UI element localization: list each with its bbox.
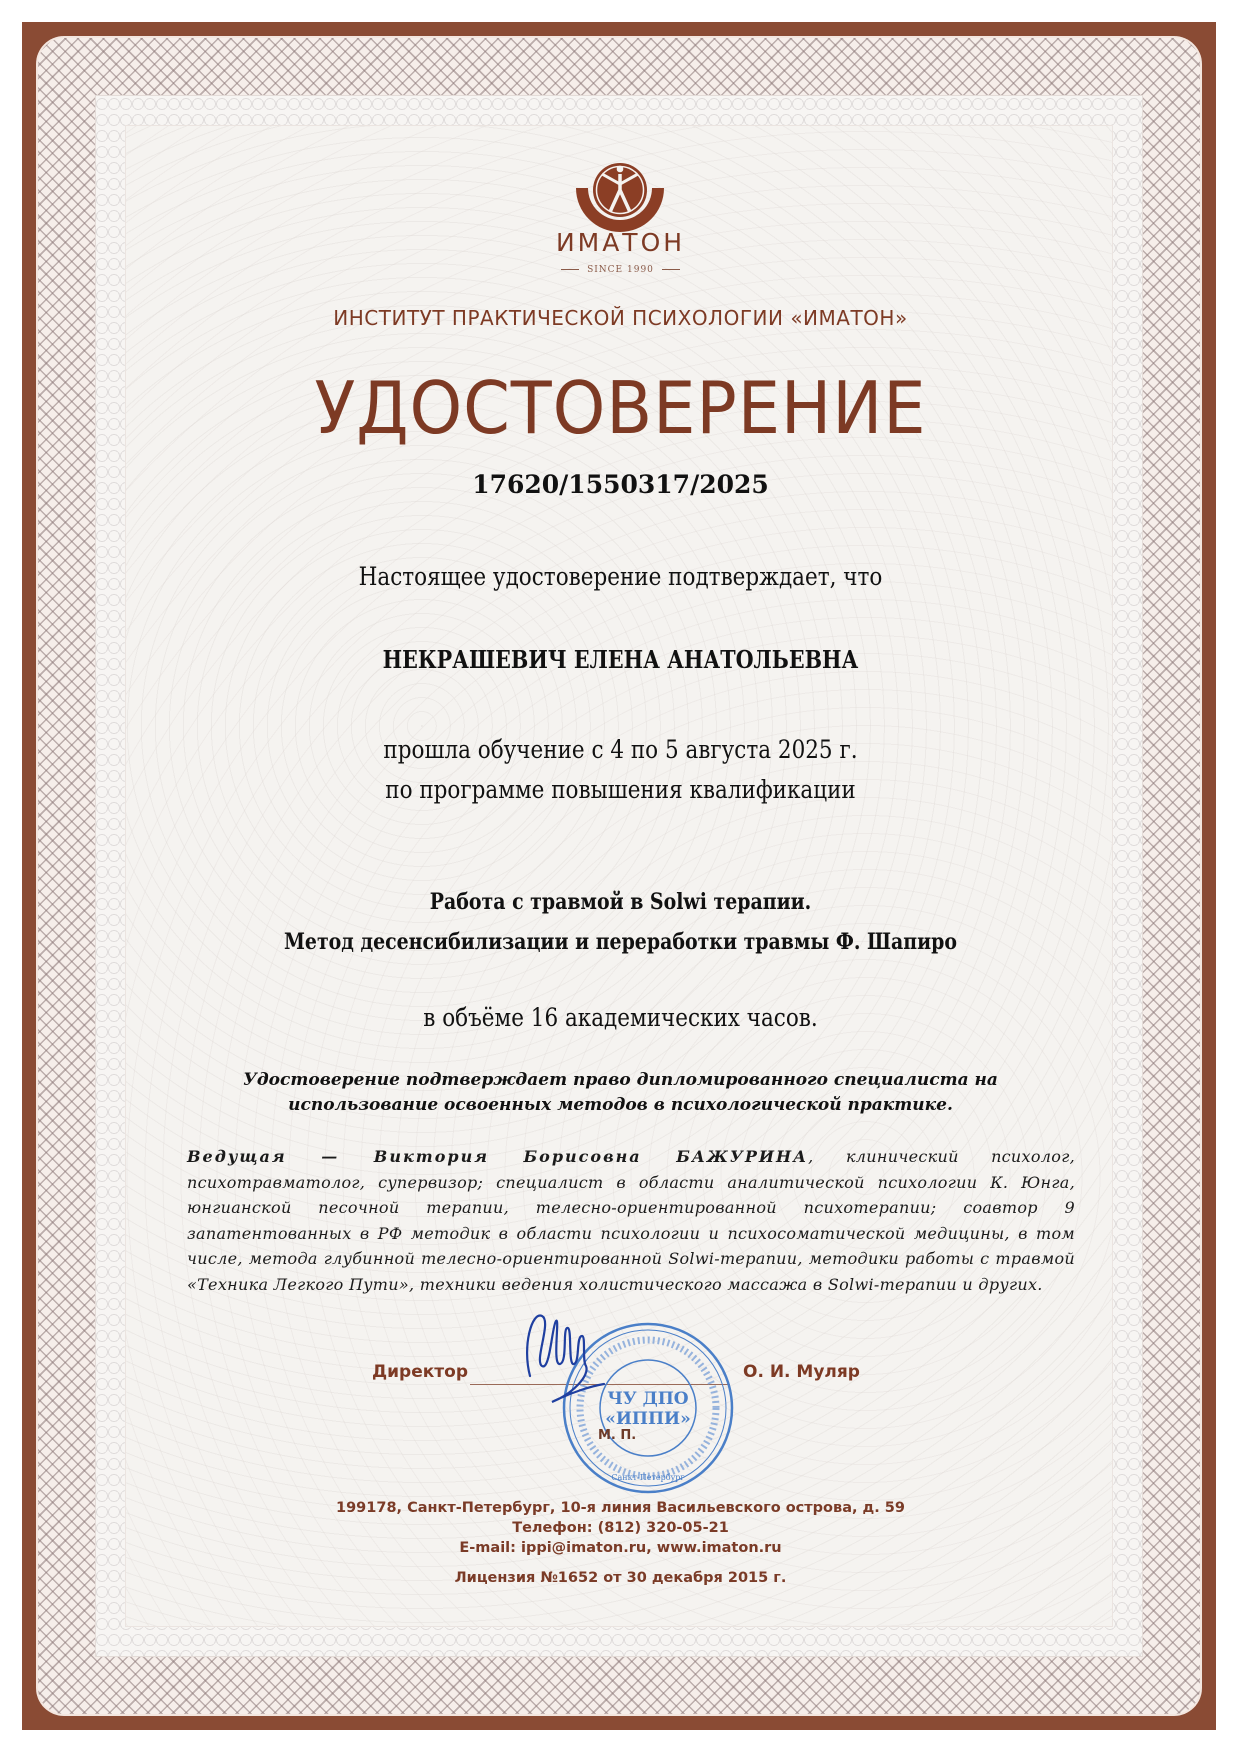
program-title-line-1: Работа с травмой в Solwi терапии. [429,889,812,915]
institute-name: ИНСТИТУТ ПРАКТИЧЕСКОЙ ПСИХОЛОГИИ «ИМАТОН» [333,306,908,330]
contact-info [0,1498,1241,1558]
since-rule-right [662,269,680,270]
lecturer-name: Ведущая — Виктория Борисовна БАЖУРИНА [187,1147,809,1166]
document-title: УДОСТОВЕРЕНИЕ [314,366,927,450]
program-title [87,882,1154,962]
program-type: по программе повышения квалификации [385,775,856,804]
lecturer-description: , клинический психолог, психотравматолог, супервизор; специалист в области аналитической психологии К. Юнга, юнгианской песочной терапии, телесно-ориентированной психотерапии; соавтор 9 запатентованных в РФ методик в области психологии и психосоматической медицины, в том числе, метода глубинной телесно-ориентированной Solwi-терапии, методики работы с травмой «Техника Легкого Пути», техники ведения холистического массажа в Solwi-терапии и других. [187,1147,1075,1294]
training-period [87,730,1154,810]
signature-role: Директор [372,1362,468,1382]
lecturer-info [187,1144,1075,1297]
director-name: О. И. Муляр [743,1362,860,1382]
rights-statement [0,1068,1241,1118]
director-signature-icon [512,1306,612,1406]
training-dates: прошла обучение с 4 по 5 августа 2025 г. [383,735,858,764]
seal-mark: М. П. [598,1428,637,1443]
document-number: 17620/1550317/2025 [472,470,769,499]
phone: Телефон: (812) 320-05-21 [512,1520,729,1536]
since-rule-left [561,269,579,270]
program-title-line-2: Метод десенсибилизации и переработки травмы Ф. Шапиро [283,929,958,955]
license-info: Лицензия №1652 от 30 декабря 2015 г. [454,1570,787,1586]
svg-text:Санкт-Петербург: Санкт-Петербург [611,1473,685,1482]
svg-text:«ИППИ»: «ИППИ» [605,1409,691,1429]
recipient-name: НЕКРАШЕВИЧ ЕЛЕНА АНАТОЛЬЕВНА [382,645,859,674]
rights-line-2: использование освоенных методов в психологической практике. [288,1095,953,1115]
brand-since [0,265,1241,275]
course-hours: в объёме 16 академических часов. [423,1003,818,1032]
svg-text:ЧУ ДПО: ЧУ ДПО [607,1389,689,1409]
email-website: E-mail: ippi@imaton.ru, www.imaton.ru [459,1540,782,1556]
confirmation-statement: Настоящее удостоверение подтверждает, что [358,562,883,591]
rights-line-1: Удостоверение подтверждает право дипломированного специалиста на [243,1070,998,1090]
brand-name: ИМАТОН [555,228,686,257]
address: 199178, Санкт-Петербург, 10-я линия Васильевского острова, д. 59 [336,1500,905,1516]
since-text: SINCE 1990 [587,265,654,275]
imaton-logo-icon [572,160,668,232]
